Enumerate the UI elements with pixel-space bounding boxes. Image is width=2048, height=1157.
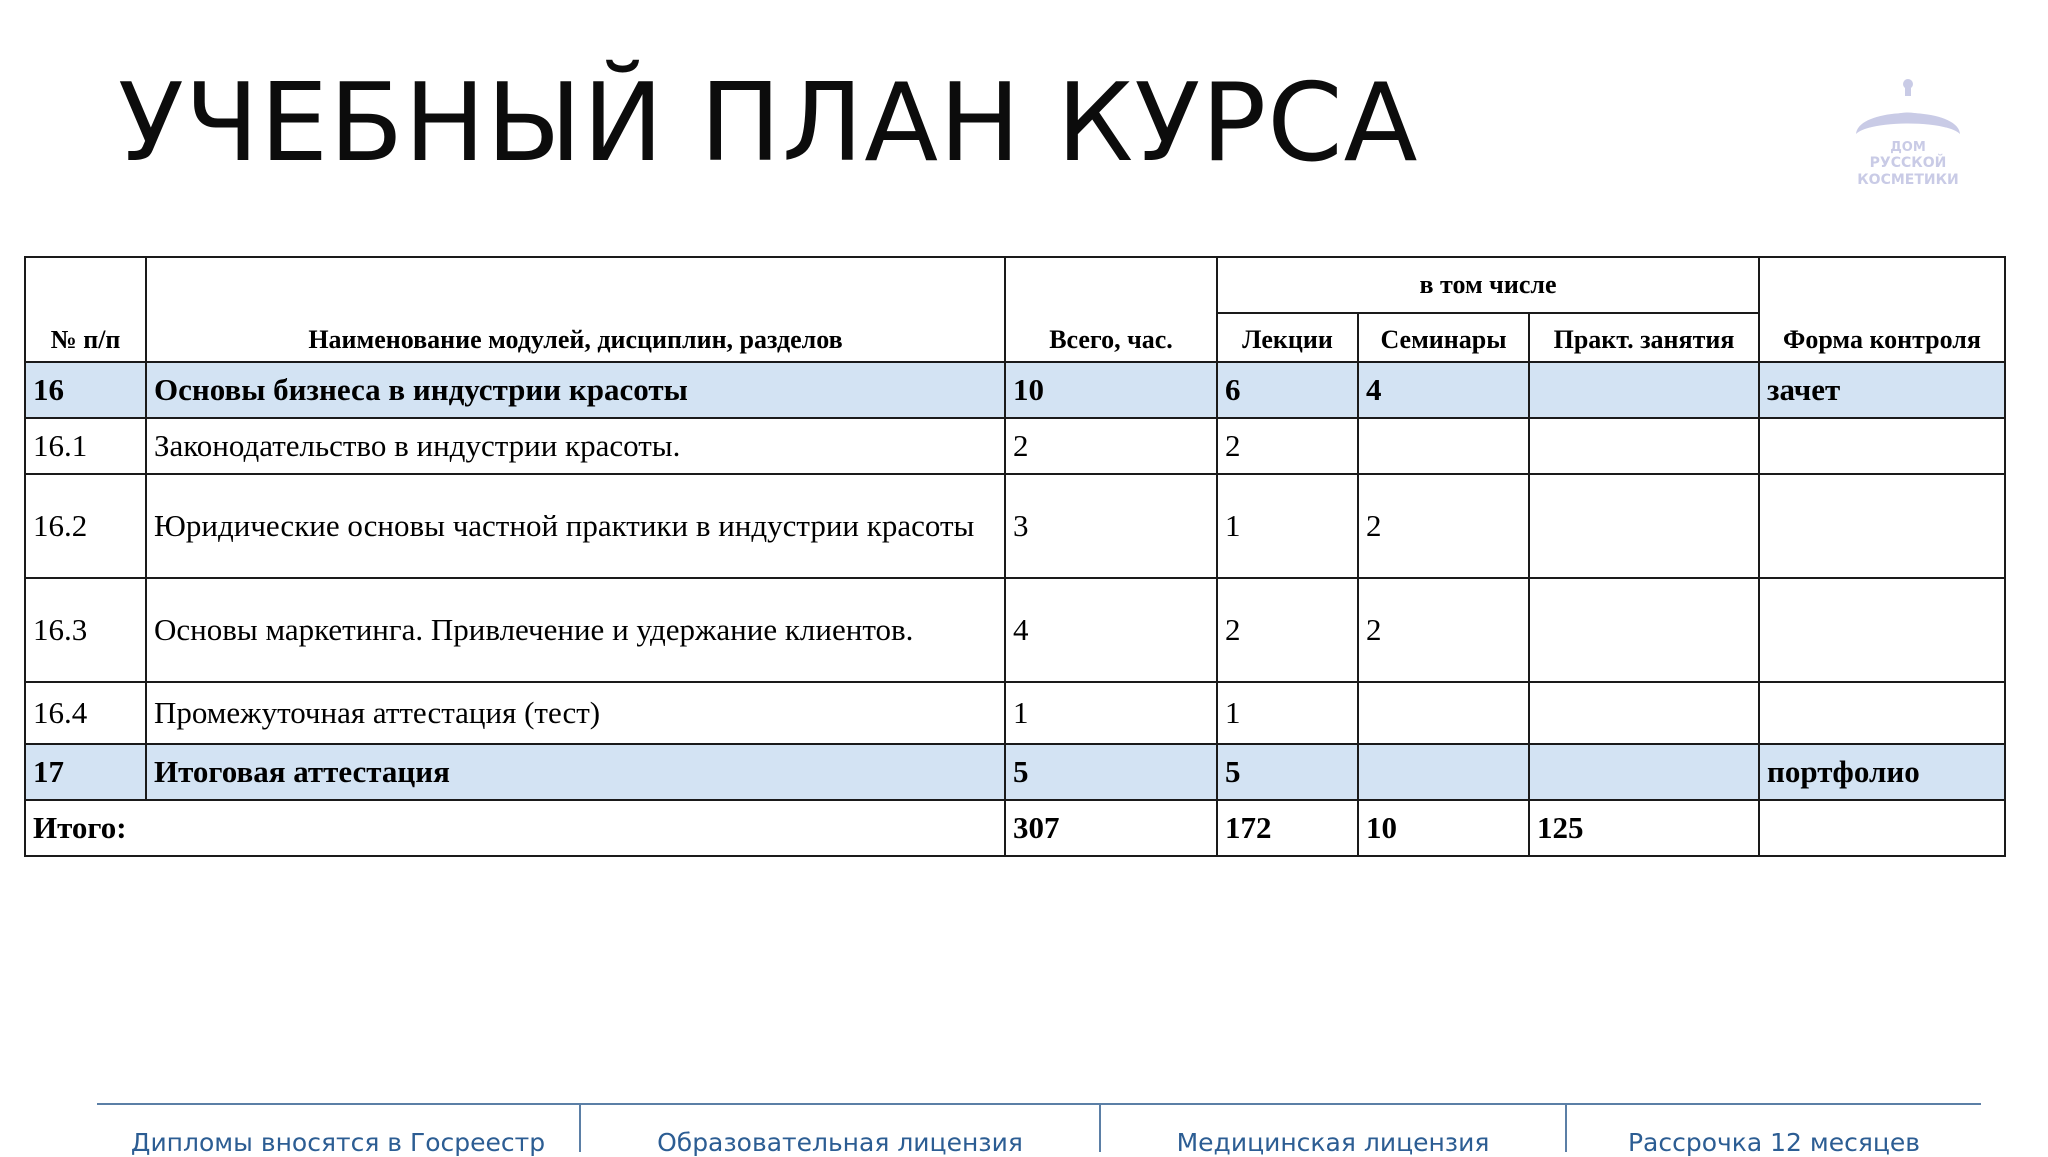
- svg-text:РУССКОЙ: РУССКОЙ: [1869, 155, 1947, 171]
- table-row: [25, 578, 2005, 682]
- header-seminars: Семинары: [1358, 313, 1529, 362]
- cell-name: Юридические основы частной практики в индустрии красоты: [146, 474, 1005, 578]
- cell-total: 2: [1005, 418, 1217, 474]
- total-label: Итого:: [25, 800, 1005, 856]
- cell-name: Законодательство в индустрии красоты.: [146, 418, 1005, 474]
- cell-seminars: [1358, 682, 1529, 744]
- cell-seminars: 4: [1358, 362, 1529, 418]
- header-num: № п/п: [25, 257, 146, 362]
- cell-control: [1759, 578, 2005, 682]
- svg-text:КОСМЕТИКИ: КОСМЕТИКИ: [1857, 172, 1959, 188]
- crown-icon: [1856, 79, 1960, 134]
- footer-item-installment: Рассрочка 12 месяцев: [1627, 1128, 1921, 1157]
- svg-text:ДОМ: ДОМ: [1890, 140, 1926, 155]
- cell-total: 1: [1005, 682, 1217, 744]
- header-group: в том числе: [1217, 257, 1759, 313]
- cell-control: [1759, 418, 2005, 474]
- header-practice: Практ. занятия: [1529, 313, 1759, 362]
- cell-seminars: [1358, 744, 1529, 800]
- cell-practice: [1529, 418, 1759, 474]
- logo-text: [1857, 140, 1959, 188]
- total-lectures: 172: [1217, 800, 1358, 856]
- total-practice: 125: [1529, 800, 1759, 856]
- cell-lectures: 2: [1217, 578, 1358, 682]
- footer-item-edu-license: Образовательная лицензия: [581, 1103, 1101, 1152]
- table-row: [25, 474, 2005, 578]
- cell-control: зачет: [1759, 362, 2005, 418]
- cell-practice: [1529, 682, 1759, 744]
- header-row-top: [25, 257, 2005, 313]
- cell-seminars: 2: [1358, 474, 1529, 578]
- table-row: [25, 682, 2005, 744]
- header-control: Форма контроля: [1759, 257, 2005, 362]
- cell-name: Промежуточная аттестация (тест): [146, 682, 1005, 744]
- cell-control: портфолио: [1759, 744, 2005, 800]
- header-lectures: Лекции: [1217, 313, 1358, 362]
- page-title: УЧЕБНЫЙ ПЛАН КУРСА: [118, 61, 1419, 186]
- table-row: [25, 418, 2005, 474]
- cell-lectures: 2: [1217, 418, 1358, 474]
- cell-lectures: 1: [1217, 682, 1358, 744]
- cell-num: 16: [25, 362, 146, 418]
- footer-item-med-license: Медицинская лицензия: [1101, 1103, 1567, 1152]
- cell-num: 16.1: [25, 418, 146, 474]
- curriculum-table: [24, 256, 2006, 857]
- cell-num: 16.2: [25, 474, 146, 578]
- cell-num: 16.4: [25, 682, 146, 744]
- cell-total: 4: [1005, 578, 1217, 682]
- cell-total: 5: [1005, 744, 1217, 800]
- cell-control: [1759, 474, 2005, 578]
- footer-item-registry: Дипломы вносятся в Госреестр: [97, 1103, 581, 1152]
- cell-practice: [1529, 744, 1759, 800]
- cell-seminars: 2: [1358, 578, 1529, 682]
- cell-lectures: 6: [1217, 362, 1358, 418]
- cell-name: Основы маркетинга. Привлечение и удержание клиентов.: [146, 578, 1005, 682]
- cell-lectures: 5: [1217, 744, 1358, 800]
- total-row: [25, 800, 2005, 856]
- cell-total: 3: [1005, 474, 1217, 578]
- cell-num: 16.3: [25, 578, 146, 682]
- cell-name: Итоговая аттестация: [146, 744, 1005, 800]
- brand-logo: [1846, 76, 1970, 194]
- total-hours: 307: [1005, 800, 1217, 856]
- table-row: [25, 744, 2005, 800]
- total-seminars: 10: [1358, 800, 1529, 856]
- cell-name: Основы бизнеса в индустрии красоты: [146, 362, 1005, 418]
- cell-control: [1759, 682, 2005, 744]
- cell-practice: [1529, 362, 1759, 418]
- cell-total: 10: [1005, 362, 1217, 418]
- header-name: Наименование модулей, дисциплин, разделов: [146, 257, 1005, 362]
- cell-seminars: [1358, 418, 1529, 474]
- cell-num: 17: [25, 744, 146, 800]
- footer-bar: [97, 1103, 1981, 1157]
- total-control: [1759, 800, 2005, 856]
- cell-practice: [1529, 474, 1759, 578]
- header-total: Всего, час.: [1005, 257, 1217, 362]
- table-row: [25, 362, 2005, 418]
- cell-lectures: 1: [1217, 474, 1358, 578]
- cell-practice: [1529, 578, 1759, 682]
